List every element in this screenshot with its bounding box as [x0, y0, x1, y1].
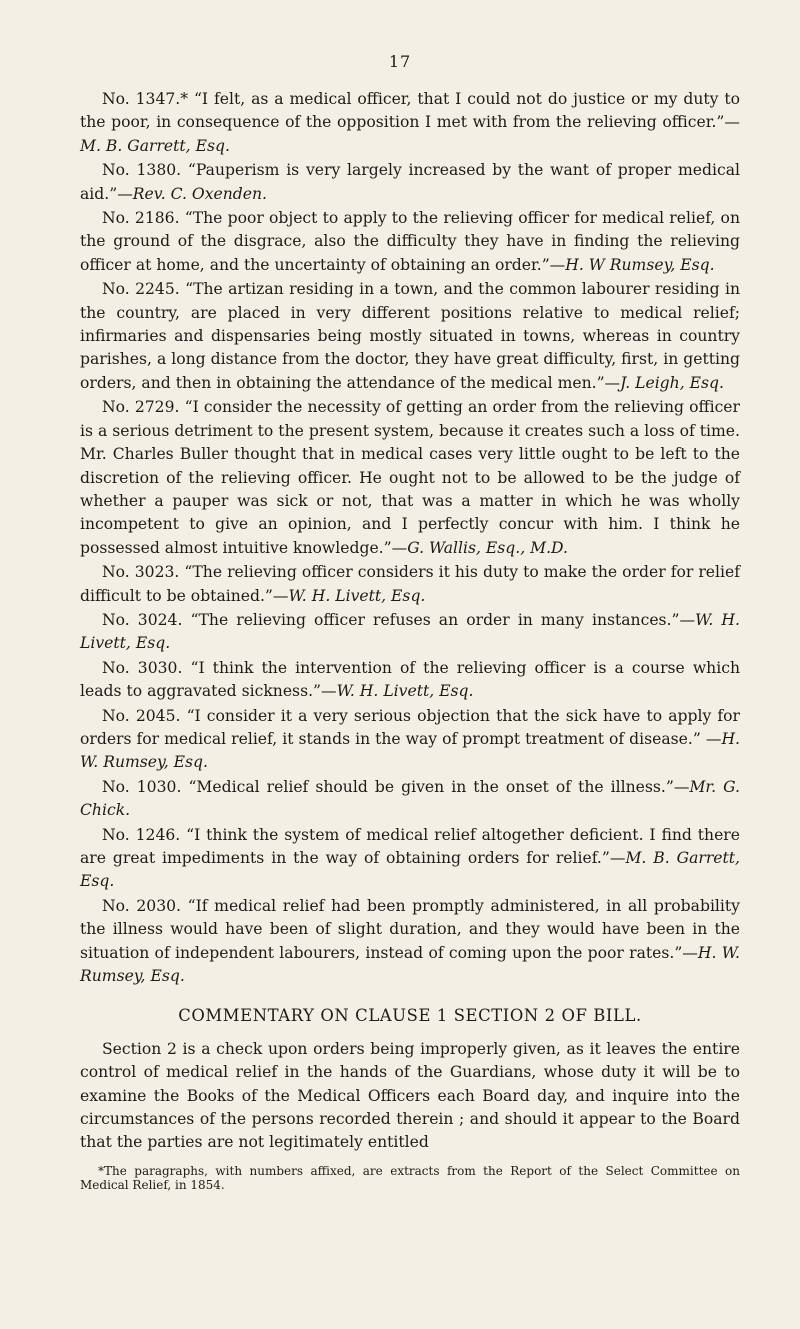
testimony-paragraph: No. 1380. “Pauperism is very largely increased by the want of proper medical aid.”—Rev. C. Oxenden.	[80, 161, 740, 203]
testimony-paragraph: No. 2245. “The artizan residing in a town, and the common labourer residing in the country, are placed in very different positions relative to medical relief; infirmaries and dispensaries being mostly situated in towns, whereas in country parishes, a long distance from the doctor, they have great difficulty, first, in getting orders, and then in obtaining the attendance of the medical men.”—J. Leigh, Esq.	[80, 280, 740, 392]
testimony-paragraph: No. 3024. “The relieving officer refuses an order in many instances.”—W. H. Livett, Esq.	[80, 610, 740, 653]
testimony-paragraph: No. 1347.* “I felt, as a medical officer, that I could not do justice or my duty to the poor, in consequence of the opposition I met with from the relieving officer.”—M. B. Garrett, Esq.	[80, 90, 740, 155]
testimony-source: W. H. Livett, Esq.	[336, 682, 474, 701]
footnote: *The paragraphs, with numbers affixed, are extracts from the Report of the Select Committee on Medical Relief, in 1854.	[80, 1163, 740, 1192]
testimony-paragraph: No. 3023. “The relieving officer considers it his duty to make the order for relief difficult to be obtained.”—W. H. Livett, Esq.	[80, 563, 740, 605]
testimony-paragraph: No. 2186. “The poor object to apply to the relieving officer for medical relief, on the ground of the disgrace, also the difficulty they have in finding the relieving officer at home, and the uncertainty of obtaining an order.”—H. W Rumsey, Esq.	[80, 209, 740, 274]
testimony-paragraph: No. 3030. “I think the intervention of the relieving officer is a course which leads to aggravated sickness.”—W. H. Livett, Esq.	[80, 658, 740, 701]
testimony-source: G. Wallis, Esq., M.D.	[407, 538, 568, 557]
testimony-paragraph: No. 2729. “I consider the necessity of getting an order from the relieving officer is a serious detriment to the present system, because it creates such a loss of time. Mr. Charles Buller thought that in medical cases very little ought to be left to the discretion of the relieving officer. He ought not to be allowed to be the judge of whether a pauper was sick or not, that was a matter in which he was wholly incompetent to give an opinion, and I perfectly concur with him. I think he possessed almost intuitive knowledge.”—G. Wallis, Esq., M.D.	[80, 398, 740, 557]
testimony-paragraph: No. 2045. “I consider it a very serious objection that the sick have to apply for orders for medical relief, it stands in the way of prompt treatment of disease.” —H. W. Rumsey, Esq.	[80, 706, 740, 772]
commentary-paragraph: Section 2 is a check upon orders being improperly given, as it leaves the entire control of medical relief in the hands of the Guardians, whose duty it will be to examine the Books of the Medical Officers each Board day, and inquire into the circumstances of the persons recorded therein ; and should it appear to the Board that the parties are not legitimately entitled	[80, 1039, 740, 1152]
section-heading: COMMENTARY ON CLAUSE 1 SECTION 2 OF BILL.	[178, 1006, 642, 1026]
testimony-source: H. W Rumsey, Esq.	[565, 255, 715, 274]
testimony-source: W. H. Livett, Esq.	[288, 586, 426, 605]
testimony-source: Mr. G. Chick.	[80, 777, 741, 820]
testimony-source: W. H. Livett, Esq.	[80, 610, 740, 653]
testimony-source: M. B. Garrett, Esq.	[80, 136, 230, 155]
testimony-paragraph: No. 1030. “Medical relief should be given in the onset of the illness.”—Mr. G. Chick.	[80, 777, 741, 820]
testimony-source: Rev. C. Oxenden.	[132, 184, 267, 203]
testimony-paragraph: No. 2030. “If medical relief had been promptly administered, in all probability the illness would have been of slight duration, and they would have been in the situation of independent labourers, instead of coming upon the poor rates.”—H. W. Rumsey, Esq.	[80, 896, 740, 986]
testimony-source: H. W. Rumsey, Esq.	[80, 943, 740, 986]
testimony-paragraph: No. 1246. “I think the system of medical relief altogether deficient. I find there are great impediments in the way of obtaining orders for relief.”—M. B. Garrett, Esq.	[80, 825, 741, 891]
page-number: 17	[388, 52, 412, 71]
page-body	[80, 88, 740, 1204]
testimony-source: H. W. Rumsey, Esq.	[80, 729, 740, 772]
testimony-source: M. B. Garrett, Esq.	[80, 849, 741, 891]
testimony-source: J. Leigh, Esq.	[620, 373, 724, 392]
